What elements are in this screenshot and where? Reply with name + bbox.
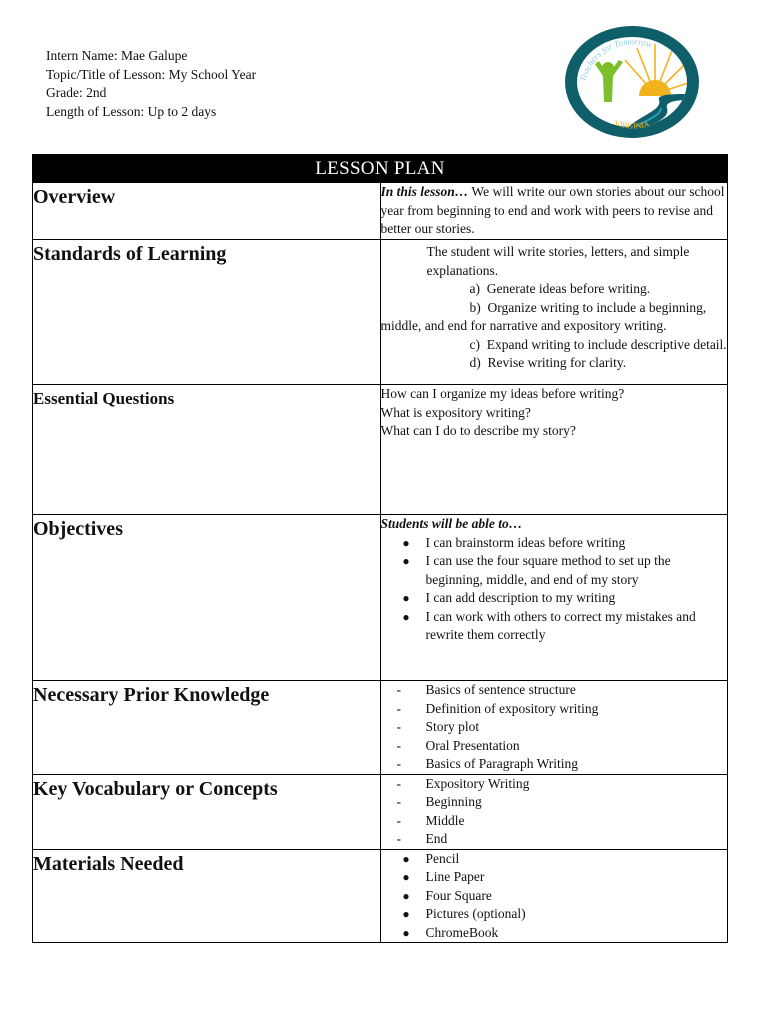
logo-inner-field <box>577 37 687 127</box>
standard-letter: b) <box>469 299 481 315</box>
overview-lead: In this lesson… <box>380 184 469 199</box>
vocabulary-content <box>380 774 728 849</box>
list-item <box>381 812 728 831</box>
prior-knowledge-text: Story plot <box>425 719 480 734</box>
dash-marker: - <box>396 682 401 697</box>
bullet-icon: ● <box>402 609 410 624</box>
dash-marker: - <box>396 737 401 753</box>
objective-text: I can work with others to correct my mistakes and rewrite them correctly <box>425 608 696 642</box>
standard-item <box>381 336 728 355</box>
question-item: What is expository writing? <box>380 404 531 420</box>
objectives-list <box>381 534 728 645</box>
questions-label: Essential Questions <box>33 385 381 515</box>
list-item <box>381 905 728 924</box>
list-item <box>381 850 728 869</box>
lesson-length: Length of Lesson: Up to 2 days <box>46 103 217 119</box>
prior-knowledge-label: Necessary Prior Knowledge <box>33 681 381 775</box>
material-text: Pencil <box>425 850 460 866</box>
material-text: Line Paper <box>425 869 485 884</box>
bullet-icon: ● <box>402 554 410 568</box>
material-text: Pictures (optional) <box>425 906 526 921</box>
dash-marker: - <box>396 831 401 846</box>
dash-marker: - <box>396 700 401 716</box>
bullet-icon: ● <box>402 535 410 550</box>
standards-intro: The student will write stories, letters, and simple explanations. <box>426 244 690 278</box>
standard-letter: c) <box>469 336 480 352</box>
vocabulary-row <box>33 774 728 849</box>
dash-marker: - <box>396 719 401 734</box>
bullet-icon: ● <box>402 851 410 866</box>
questions-row <box>33 385 728 515</box>
standards-label: Standards of Learning <box>33 240 381 385</box>
standard-text: Revise writing for clarity. <box>487 355 627 370</box>
lesson-plan-title: LESSON PLAN <box>33 155 728 183</box>
list-item <box>381 534 728 553</box>
bullet-icon: ● <box>402 870 410 884</box>
lesson-header <box>46 47 256 121</box>
dash-marker: - <box>396 812 401 828</box>
question-item: How can I organize my ideas before writing? <box>380 386 625 401</box>
list-item <box>381 868 728 887</box>
materials-list <box>381 850 728 943</box>
list-item <box>381 718 728 737</box>
standard-letter: a) <box>469 281 480 296</box>
prior-knowledge-text: Oral Presentation <box>425 737 520 753</box>
overview-label: Overview <box>33 183 381 240</box>
list-item <box>381 589 728 608</box>
objective-text: I can add description to my writing <box>425 590 616 605</box>
standards-content <box>380 240 728 385</box>
list-item <box>381 755 728 774</box>
material-text: Four Square <box>425 887 492 903</box>
vocabulary-text: End <box>425 831 448 846</box>
list-item <box>381 608 728 645</box>
teachers-for-tomorrow-logo <box>563 24 701 139</box>
logo-state-text: VIRGINIA <box>613 118 651 131</box>
prior-knowledge-text: Definition of expository writing <box>425 700 599 716</box>
objective-text: I can use the four square method to set up the beginning, middle, and end of my story <box>425 553 671 587</box>
list-item <box>381 775 728 794</box>
lesson-grade: Grade: 2nd <box>46 85 107 100</box>
vocabulary-text: Middle <box>425 812 465 828</box>
overview-content <box>380 183 728 240</box>
list-item <box>381 830 728 849</box>
list-item <box>381 552 728 589</box>
bullet-icon: ● <box>402 888 410 903</box>
objectives-lead: Students will be able to… <box>380 516 523 531</box>
overview-text: We will write our own stories about our school year from beginning to end and work with peers to revise and better our stories. <box>380 184 725 236</box>
standard-item <box>381 280 728 299</box>
dash-marker: - <box>396 794 401 809</box>
objectives-content <box>380 515 728 681</box>
bullet-icon: ● <box>402 907 410 921</box>
overview-row <box>33 183 728 240</box>
prior-knowledge-content <box>380 681 728 775</box>
list-item <box>381 681 728 700</box>
bullet-icon: ● <box>402 591 410 605</box>
standard-item <box>381 299 728 336</box>
intern-name: Intern Name: Mae Galupe <box>46 48 188 63</box>
standard-text: Expand writing to include descriptive detail. <box>486 336 727 352</box>
standard-item <box>381 354 728 373</box>
standard-text: Generate ideas before writing. <box>486 281 651 296</box>
logo-arc-text: Teachers for Tomorrow <box>577 36 654 83</box>
vocabulary-list <box>381 775 728 849</box>
lesson-plan-table <box>32 154 728 943</box>
list-item <box>381 700 728 719</box>
dash-marker: - <box>396 775 401 791</box>
prior-knowledge-list <box>381 681 728 774</box>
materials-row <box>33 849 728 943</box>
objective-text: I can brainstorm ideas before writing <box>425 534 626 550</box>
prior-knowledge-text: Basics of sentence structure <box>425 682 576 697</box>
dash-marker: - <box>396 756 401 771</box>
objectives-row <box>33 515 728 681</box>
bullet-icon: ● <box>402 925 410 940</box>
list-item <box>381 924 728 943</box>
vocabulary-text: Expository Writing <box>425 775 530 791</box>
standards-row <box>33 240 728 385</box>
materials-label: Materials Needed <box>33 849 381 943</box>
list-item <box>381 737 728 756</box>
list-item <box>381 887 728 906</box>
vocabulary-text: Beginning <box>425 794 482 809</box>
material-text: ChromeBook <box>425 924 499 940</box>
objectives-label: Objectives <box>33 515 381 681</box>
standard-letter: d) <box>469 355 481 370</box>
questions-content <box>380 385 728 515</box>
vocabulary-label: Key Vocabulary or Concepts <box>33 774 381 849</box>
prior-knowledge-text: Basics of Paragraph Writing <box>425 756 579 771</box>
materials-content <box>380 849 728 943</box>
question-item: What can I do to describe my story? <box>380 423 576 438</box>
list-item <box>381 793 728 812</box>
lesson-topic: Topic/Title of Lesson: My School Year <box>46 66 257 82</box>
prior-knowledge-row <box>33 681 728 775</box>
standard-text: Organize writing to include a beginning, middle, and end for narrative and expository writing. <box>380 299 707 333</box>
